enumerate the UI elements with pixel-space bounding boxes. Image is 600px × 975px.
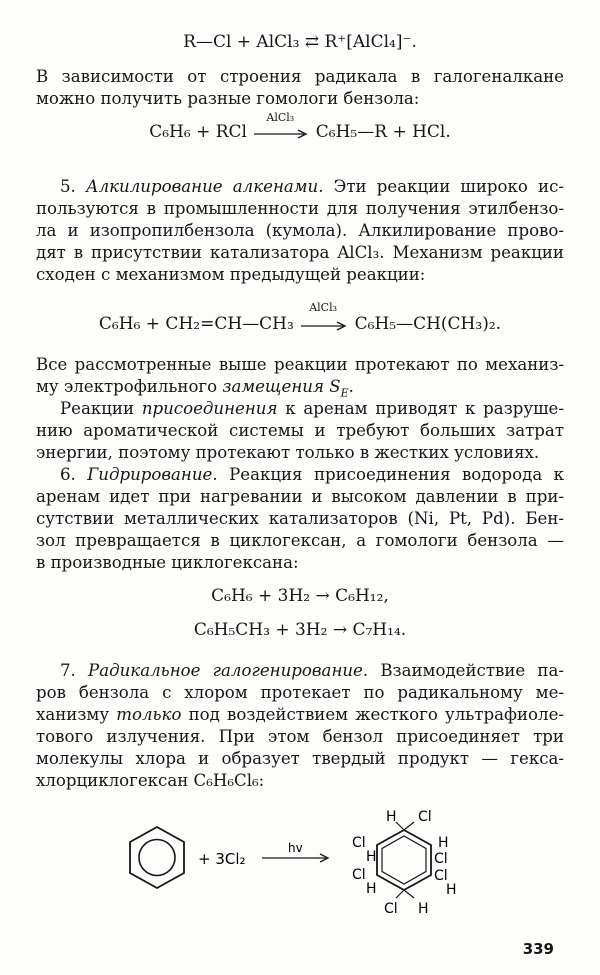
catalyst-label: AlCl₃ [309,300,338,314]
arrow-right-icon [262,854,328,862]
paragraph-line: в производные циклогексана: [36,553,299,572]
equation-right: C₆H₅—R + HCl. [315,122,451,142]
paragraph-line: хлорциклогексан C₆H₆Cl₆: [36,771,265,790]
page-number: 339 [522,940,554,958]
paragraph-line: В зависимости от строения радикала в галогеналкане [36,67,564,86]
atom-label: H [438,835,449,851]
paragraph-heading-line: 5. Алкилирование алкенами. Эти реакции широко ис- [60,177,565,196]
paragraph-line: сутствии металлических катализаторов (Ni, Pt, Pd). Бен- [36,509,564,528]
paragraph-line: аренам идет при нагревании и высоком давлении в при- [36,487,564,506]
paragraph-line: сходен с механизмом предыдущей реакции: [36,265,426,284]
paragraph-heading-line: 7. Радикальное галогенирование. Взаимодействие па- [60,661,564,680]
equation-ionization: R—Cl + AlCl₃ ⇄ R⁺[AlCl₄]⁻. [183,32,417,52]
paragraph-line: энергии, поэтому протекают только в жестких условиях. [36,443,540,462]
equation-right: C₆H₅—CH(CH₃)₂. [354,314,502,334]
section-heading: Гидрирование. [87,465,218,484]
reagent-label: + 3Cl₂ [198,850,246,868]
catalyst-label: AlCl₃ [266,110,295,124]
paragraph-line: му электрофильного замещения $S_E$. [36,377,354,400]
paragraph-line: можно получить разные гомологи бензола: [36,89,420,108]
atom-label: Cl [434,851,448,867]
atom-label: Cl [384,901,398,917]
paragraph-line: Все рассмотренные выше реакции протекают по механиз- [36,355,564,374]
paragraph-line: молекулы хлора и образует твердый продукт — гекса- [36,749,564,768]
section-heading: Радикальное галогенирование. [88,661,369,680]
equation-left: C₆H₆ + CH₂=CH—CH₃ [98,314,294,334]
atom-label: Cl [352,835,366,851]
equation-left: C₆H₆ + RCl [149,122,247,142]
benzene-structure [130,827,184,888]
equation-alkylation-haloalkane [0,110,600,142]
paragraph-line: пользуются в промышленности для получения этилбензо- [36,199,564,218]
atom-label: H [418,901,429,917]
equation-hydrogenation-benzene: C₆H₆ + 3H₂ → C₆H₁₂, [211,586,389,606]
atom-label: H [446,882,457,898]
reaction-arrow [252,110,310,140]
atom-label: Cl [434,868,448,884]
paragraph-line: дят в присутствии катализатора AlCl₃. Механизм реакции [36,243,564,262]
paragraph-line: ханизму только под воздействием жесткого ультрафиоле- [36,705,564,724]
chlorination-scheme [0,800,600,940]
atom-label: Cl [418,809,432,825]
equation-alkylation-alkene [0,300,600,334]
paragraph-heading-line: 6. Гидрирование. Реакция присоединения водорода к [60,465,564,484]
arrow-right-icon [299,319,349,333]
equation-hydrogenation-toluene: C₆H₅CH₃ + 3H₂ → C₇H₁₄. [193,620,407,640]
paragraph-heading-line: Реакции присоединения к аренам приводят к разруше- [60,399,564,418]
section-heading: Алкилирование алкенами. [86,177,324,196]
atom-label: Cl [352,867,366,883]
atom-label: H [366,881,377,897]
paragraph-line: ров бензола с хлором протекает по радикальному ме- [36,683,564,702]
atom-label: H [366,849,377,865]
paragraph-line: ла и изопропилбензола (кумола). Алкилирование прово- [36,221,564,240]
paragraph-line: тового излучения. При этом бензол присоединяет три [36,727,564,746]
paragraph-line: нию ароматической системы и требуют больших затрат [36,421,564,440]
reaction-arrow [299,300,349,332]
paragraph-line: зол превращается в циклогексан, а гомологи бензола — [36,531,564,550]
hexachlorocyclohexane-structure [352,809,457,917]
arrow-right-icon [252,127,310,141]
condition-label: hv [288,841,303,855]
atom-label: H [386,809,397,825]
